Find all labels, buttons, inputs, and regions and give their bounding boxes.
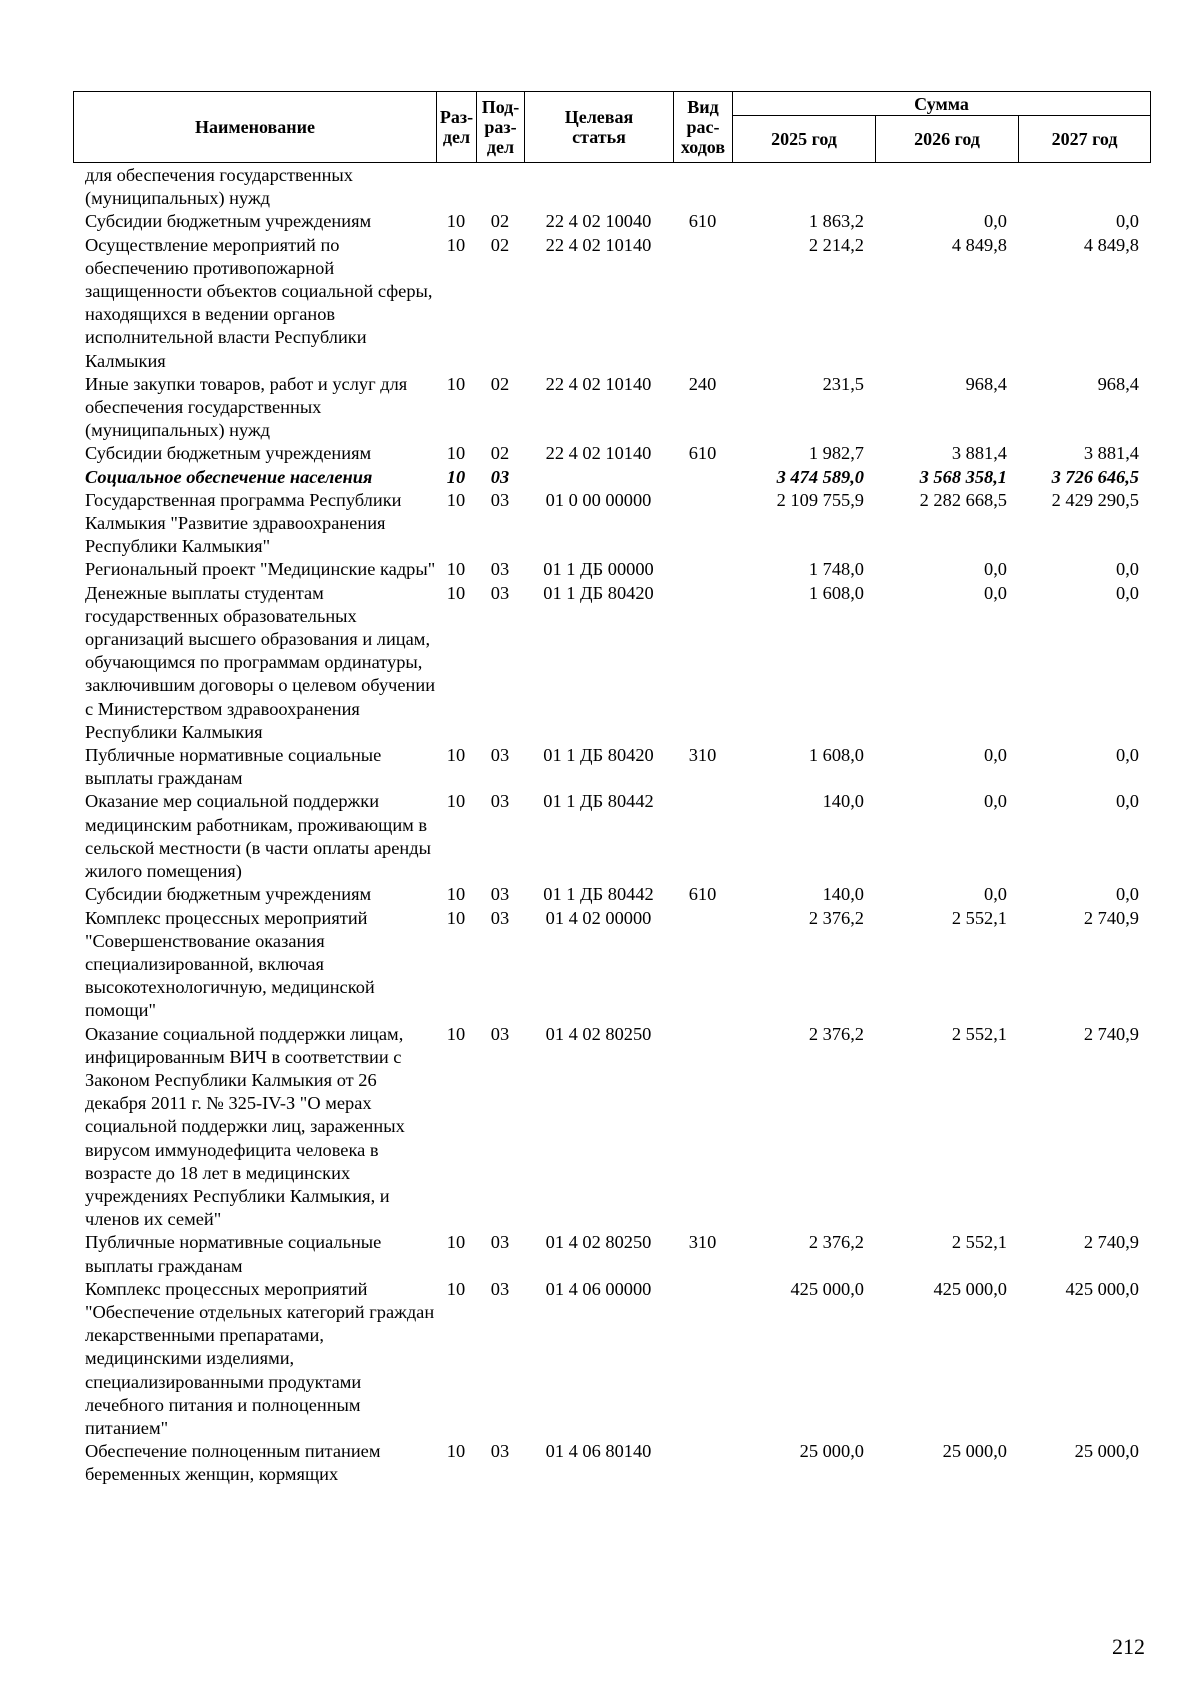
table-row bbox=[73, 210, 1150, 233]
row-target-article: 01 1 ДБ 80420 bbox=[543, 745, 654, 766]
row-name: Региональный проект "Медицинские кадры" bbox=[85, 559, 436, 580]
row-sum-2026: 25 000,0 bbox=[942, 1441, 1007, 1462]
row-sum-2027: 425 000,0 bbox=[1065, 1278, 1139, 1299]
row-sum-2027: 2 740,9 bbox=[1083, 1232, 1139, 1253]
table-row bbox=[73, 1023, 1150, 1232]
row-target-article: 01 4 02 80250 bbox=[545, 1232, 652, 1253]
row-expense-type bbox=[673, 558, 732, 581]
table-row bbox=[73, 790, 1150, 883]
row-podrazdel: 02 bbox=[490, 373, 510, 394]
row-sum-2026: 2 552,1 bbox=[951, 1232, 1007, 1253]
row-razdel: 10 bbox=[446, 1023, 466, 1044]
row-sum-2026: 2 552,1 bbox=[951, 907, 1007, 928]
row-expense-type bbox=[673, 466, 732, 489]
row-sum-2027: 968,4 bbox=[1097, 373, 1139, 394]
table-row bbox=[73, 1231, 1150, 1277]
row-sum-2025: 1 982,7 bbox=[808, 443, 864, 464]
header-year-2025: 2025 год bbox=[733, 116, 876, 163]
row-sum-2027: 25 000,0 bbox=[1074, 1441, 1139, 1462]
row-sum-2027: 3 881,4 bbox=[1083, 443, 1139, 464]
row-podrazdel: 03 bbox=[490, 791, 510, 812]
row-sum-2027: 0,0 bbox=[1116, 791, 1139, 812]
row-target-article: 22 4 02 10140 bbox=[545, 373, 652, 394]
header-year-2027: 2027 год bbox=[1019, 116, 1151, 163]
row-target-article: 01 0 00 00000 bbox=[545, 489, 652, 510]
row-podrazdel: 03 bbox=[490, 466, 510, 487]
row-target-article: 01 1 ДБ 80420 bbox=[543, 582, 654, 603]
row-expense-type bbox=[673, 234, 732, 373]
row-expense-type: 240 bbox=[688, 373, 717, 394]
row-name: Субсидии бюджетным учреждениям bbox=[85, 884, 372, 905]
row-sum-2026: 0,0 bbox=[984, 582, 1007, 603]
row-name: Социальное обеспечение населения bbox=[85, 466, 373, 487]
row-sum-2027 bbox=[1018, 164, 1150, 210]
row-sum-2025: 1 608,0 bbox=[808, 745, 864, 766]
row-podrazdel: 03 bbox=[490, 559, 510, 580]
row-razdel: 10 bbox=[446, 211, 466, 232]
row-sum-2026: 0,0 bbox=[984, 791, 1007, 812]
row-sum-2027: 2 429 290,5 bbox=[1051, 489, 1139, 510]
row-target-article: 01 1 ДБ 80442 bbox=[543, 791, 654, 812]
header-podrazdel: Под- раз- дел bbox=[477, 92, 525, 163]
row-sum-2026: 968,4 bbox=[965, 373, 1007, 394]
row-razdel: 10 bbox=[446, 884, 466, 905]
row-sum-2027: 2 740,9 bbox=[1083, 907, 1139, 928]
row-sum-2025: 140,0 bbox=[822, 884, 864, 905]
row-name: Оказание социальной поддержки лицам, инфицированным ВИЧ в соответствии с Законом Республики Калмыкия от 26 декабря 2011 г. № 325-IV-З "О мерах социальной поддержки лиц, зараженных вирусом иммунодефицита человека в возрасте до 18 лет в медицинских учреждениях Республики Калмыкия, и членов их семей" bbox=[85, 1023, 405, 1230]
row-target-article: 22 4 02 10140 bbox=[545, 234, 652, 255]
row-sum-2026: 425 000,0 bbox=[933, 1278, 1007, 1299]
row-sum-2026: 2 282 668,5 bbox=[919, 489, 1007, 510]
header-expense-type: Вид рас- ходов bbox=[674, 92, 733, 163]
row-expense-type bbox=[673, 582, 732, 744]
table-row bbox=[73, 883, 1150, 906]
row-sum-2026: 0,0 bbox=[984, 211, 1007, 232]
row-expense-type bbox=[673, 1278, 732, 1440]
row-sum-2025: 1 608,0 bbox=[808, 582, 864, 603]
row-sum-2027: 0,0 bbox=[1116, 582, 1139, 603]
table-row bbox=[73, 558, 1150, 581]
row-razdel: 10 bbox=[446, 466, 466, 487]
row-razdel: 10 bbox=[446, 489, 466, 510]
row-sum-2026: 3 881,4 bbox=[951, 443, 1007, 464]
row-name: Оказание мер социальной поддержки медицинским работникам, проживающим в сельской местности (в части оплаты аренды жилого помещения) bbox=[85, 791, 431, 882]
row-expense-type bbox=[673, 790, 732, 883]
row-expense-type: 610 bbox=[688, 443, 717, 464]
row-expense-type bbox=[673, 907, 732, 1023]
row-name: Денежные выплаты студентам государственных образовательных организаций высшего образования и лицам, обучающимся по программам ординатуры, заключившим договоры о целевом обучении с Министерством здравоохранения Республики Калмыкия bbox=[85, 582, 436, 742]
row-razdel bbox=[436, 164, 476, 210]
row-sum-2025: 2 376,2 bbox=[808, 907, 864, 928]
table-row bbox=[73, 466, 1150, 489]
row-sum-2025: 140,0 bbox=[822, 791, 864, 812]
page-number: 212 bbox=[1112, 1634, 1145, 1659]
table-row bbox=[73, 442, 1150, 465]
row-name: Публичные нормативные социальные выплаты гражданам bbox=[85, 745, 382, 789]
row-sum-2027: 3 726 646,5 bbox=[1051, 466, 1139, 487]
row-expense-type: 310 bbox=[688, 745, 717, 766]
row-podrazdel: 03 bbox=[490, 745, 510, 766]
row-podrazdel: 03 bbox=[490, 1232, 510, 1253]
row-sum-2025: 1 863,2 bbox=[808, 211, 864, 232]
row-target-article: 01 4 02 00000 bbox=[545, 907, 652, 928]
row-sum-2026: 3 568 358,1 bbox=[919, 466, 1007, 487]
row-razdel: 10 bbox=[446, 234, 466, 255]
row-razdel: 10 bbox=[446, 443, 466, 464]
row-expense-type bbox=[673, 1440, 732, 1486]
row-sum-2025: 3 474 589,0 bbox=[776, 466, 864, 487]
row-name: Государственная программа Республики Калмыкия "Развитие здравоохранения Республики Калмыкия" bbox=[85, 489, 402, 557]
row-sum-2027: 0,0 bbox=[1116, 211, 1139, 232]
row-podrazdel: 02 bbox=[490, 211, 510, 232]
header-target-article: Целевая статья bbox=[525, 92, 674, 163]
row-target-article: 01 1 ДБ 80442 bbox=[543, 884, 654, 905]
row-razdel: 10 bbox=[446, 559, 466, 580]
row-sum-2025 bbox=[732, 164, 875, 210]
header-razdel: Раз- дел bbox=[437, 92, 477, 163]
row-expense-type bbox=[673, 1023, 732, 1232]
row-podrazdel: 03 bbox=[490, 1441, 510, 1462]
row-sum-2026: 4 849,8 bbox=[951, 234, 1007, 255]
header-name: Наименование bbox=[74, 92, 437, 163]
row-razdel: 10 bbox=[446, 1441, 466, 1462]
row-podrazdel: 03 bbox=[490, 884, 510, 905]
row-sum-2027: 4 849,8 bbox=[1083, 234, 1139, 255]
row-expense-type bbox=[673, 164, 732, 210]
table-row bbox=[73, 1278, 1150, 1440]
row-sum-2025: 1 748,0 bbox=[808, 559, 864, 580]
row-sum-2025: 2 376,2 bbox=[808, 1232, 864, 1253]
row-podrazdel bbox=[476, 164, 524, 210]
row-name: Обеспечение полноценным питанием беременных женщин, кормящих bbox=[85, 1441, 381, 1485]
row-podrazdel: 03 bbox=[490, 582, 510, 603]
row-expense-type bbox=[673, 489, 732, 559]
row-target-article: 01 4 06 80140 bbox=[545, 1441, 652, 1462]
row-razdel: 10 bbox=[446, 1278, 466, 1299]
row-name: Осуществление мероприятий по обеспечению противопожарной защищенности объектов социальной сферы, находящихся в ведении органов исполнительной власти Республики Калмыкия bbox=[85, 234, 433, 371]
table-row bbox=[73, 489, 1150, 559]
row-expense-type: 610 bbox=[688, 211, 717, 232]
row-name: Комплекс процессных мероприятий "Совершенствование оказания специализированной, включая высокотехнологичную, медицинской помощи" bbox=[85, 907, 375, 1021]
table-row bbox=[73, 1440, 1150, 1486]
table-row bbox=[73, 234, 1150, 373]
row-sum-2026 bbox=[875, 164, 1018, 210]
table-row bbox=[73, 373, 1150, 443]
row-razdel: 10 bbox=[446, 373, 466, 394]
row-razdel: 10 bbox=[446, 1232, 466, 1253]
row-sum-2025: 2 214,2 bbox=[808, 234, 864, 255]
row-podrazdel: 02 bbox=[490, 234, 510, 255]
row-name: Публичные нормативные социальные выплаты гражданам bbox=[85, 1232, 382, 1276]
table-row bbox=[73, 744, 1150, 790]
row-sum-2027: 0,0 bbox=[1116, 559, 1139, 580]
row-target-article bbox=[524, 164, 673, 210]
row-sum-2027: 0,0 bbox=[1116, 745, 1139, 766]
row-razdel: 10 bbox=[446, 791, 466, 812]
table-header bbox=[73, 91, 1151, 163]
row-target-article: 01 4 02 80250 bbox=[545, 1023, 652, 1044]
row-sum-2025: 425 000,0 bbox=[790, 1278, 864, 1299]
header-sum: Сумма bbox=[733, 92, 1151, 116]
row-podrazdel: 03 bbox=[490, 907, 510, 928]
row-sum-2026: 0,0 bbox=[984, 559, 1007, 580]
row-expense-type: 310 bbox=[688, 1232, 717, 1253]
row-sum-2025: 25 000,0 bbox=[799, 1441, 864, 1462]
row-podrazdel: 02 bbox=[490, 443, 510, 464]
row-sum-2025: 2 376,2 bbox=[808, 1023, 864, 1044]
row-name: Иные закупки товаров, работ и услуг для обеспечения государственных (муниципальных) нужд bbox=[85, 373, 408, 441]
row-target-article: 22 4 02 10040 bbox=[545, 211, 652, 232]
row-sum-2026: 0,0 bbox=[984, 884, 1007, 905]
row-sum-2025: 231,5 bbox=[822, 373, 864, 394]
row-sum-2025: 2 109 755,9 bbox=[776, 489, 864, 510]
budget-table-body bbox=[73, 164, 1150, 1487]
row-name: для обеспечения государственных (муниципальных) нужд bbox=[85, 165, 353, 209]
row-name: Субсидии бюджетным учреждениям bbox=[85, 443, 372, 464]
row-razdel: 10 bbox=[446, 745, 466, 766]
row-expense-type: 610 bbox=[688, 884, 717, 905]
row-name: Комплекс процессных мероприятий "Обеспечение отдельных категорий граждан лекарственными препаратами, медицинскими изделиями, специализированными продуктами лечебного питания и полноценным питанием" bbox=[85, 1278, 435, 1438]
row-target-article: 01 4 06 00000 bbox=[545, 1278, 652, 1299]
row-sum-2027: 2 740,9 bbox=[1083, 1023, 1139, 1044]
row-podrazdel: 03 bbox=[490, 1278, 510, 1299]
row-razdel: 10 bbox=[446, 582, 466, 603]
row-sum-2027: 0,0 bbox=[1116, 884, 1139, 905]
table-row bbox=[73, 907, 1150, 1023]
header-year-2026: 2026 год bbox=[876, 116, 1019, 163]
row-target-article: 01 1 ДБ 00000 bbox=[543, 559, 654, 580]
row-podrazdel: 03 bbox=[490, 489, 510, 510]
row-razdel: 10 bbox=[446, 907, 466, 928]
row-sum-2026: 0,0 bbox=[984, 745, 1007, 766]
row-sum-2026: 2 552,1 bbox=[951, 1023, 1007, 1044]
row-target-article: 22 4 02 10140 bbox=[545, 443, 652, 464]
row-name: Субсидии бюджетным учреждениям bbox=[85, 211, 372, 232]
table-row bbox=[73, 164, 1150, 210]
table-row bbox=[73, 582, 1150, 744]
row-podrazdel: 03 bbox=[490, 1023, 510, 1044]
row-target-article bbox=[524, 466, 673, 489]
